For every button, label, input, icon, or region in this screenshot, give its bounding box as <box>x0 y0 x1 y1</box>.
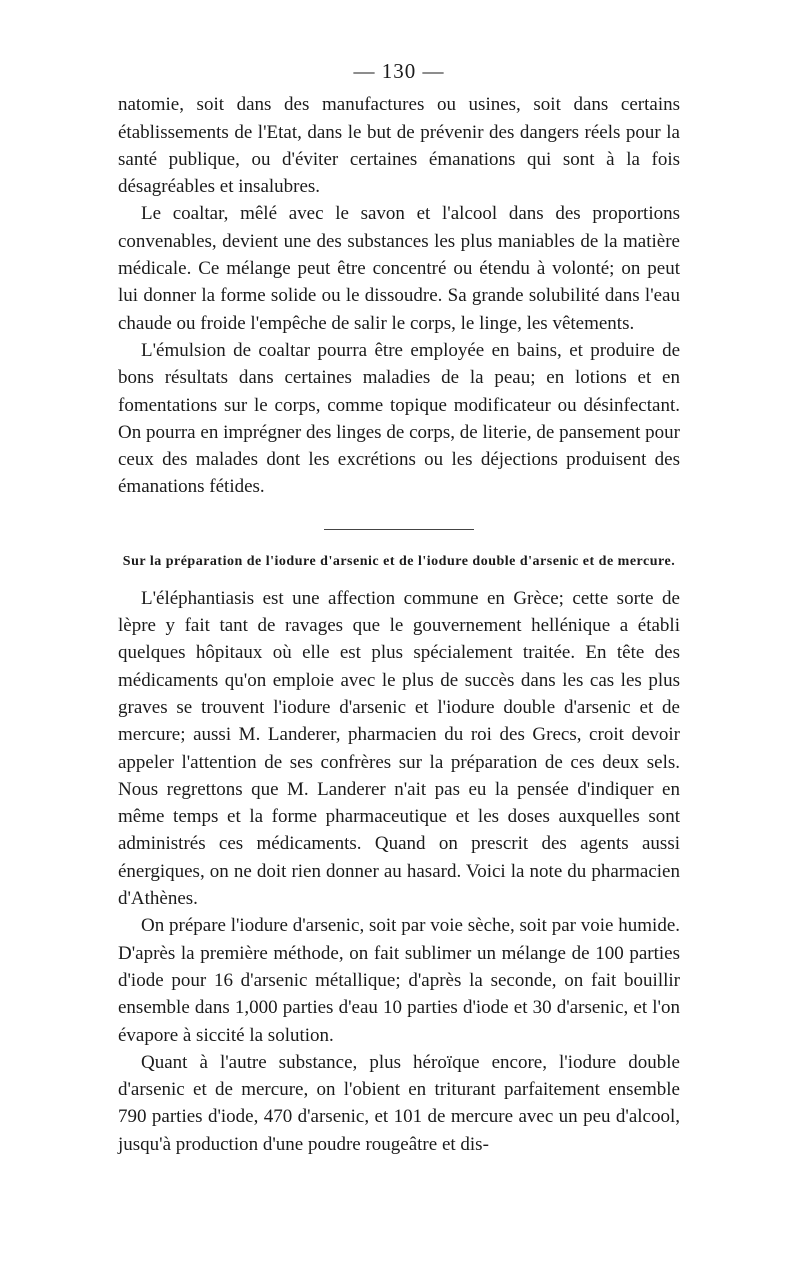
page-number: — 130 — <box>353 59 445 83</box>
page-body <box>118 58 680 1158</box>
section-heading: Sur la préparation de l'iodure d'arsenic et de l'iodure double d'arsenic et de mercure. <box>122 553 676 569</box>
paragraph-elephantiasis: L'éléphantiasis est une affection commune en Grèce; cette sorte de lèpre y fait tant de ravages que le gouvernement hellénique a établi quelques hôpitaux où elle est plus spécialement traitée. En tête des médicaments qu'on emploie avec le plus de succès dans les cas les plus graves se trouvent l'iodure d'arsenic et l'iodure double d'arsenic et de mercure; aussi M. Landerer, pharmacien du roi des Grecs, croit devoir appeler l'attention de ses confrères sur la préparation de ces deux sels. Nous regrettons que M. Landerer n'ait pas eu la pensée d'indiquer en même temps et la forme pharmaceutique et les doses auxquelles sont administrés ces médicaments. Quand on prescrit des agents aussi énergiques, on ne doit rien donner au hasard. Voici la note du pharmacien d'Athènes. <box>118 587 680 910</box>
paragraph-double-iodide: Quant à l'autre substance, plus héroïque encore, l'iodure double d'arsenic et de mercure, on l'obient en triturant parfaitement ensemble 790 parties d'iode, 470 d'arsenic, et 101 de mercure avec un peu d'alcool, jusqu'à production d'une poudre rougeâtre et dis- <box>118 1051 680 1155</box>
paragraph-continuation: natomie, soit dans des manufactures ou usines, soit dans certains établissements de l'Etat, dans le but de prévenir des dangers réels pour la santé publique, ou d'éviter certaines émanations qui sont à la fois désagréables et insalubres. <box>118 94 680 198</box>
paragraph-emulsion: L'émulsion de coaltar pourra être employée en bains, et produire de bons résultats dans certaines maladies de la peau; en lotions et en fomentations sur le corps, comme topique modificateur ou désinfectant. On pourra en imprégner des linges de corps, de literie, de pansement pour ceux des malades dont les excrétions ou les déjections produisent des émanations fétides. <box>118 339 680 498</box>
paragraph-coaltar: Le coaltar, mêlé avec le savon et l'alcool dans des proportions convenables, devient une des substances les plus maniables de la matière médicale. Ce mélange peut être concentré ou étendu à volonté; on peut lui donner la forme solide ou le dissoudre. Sa grande solubilité dans l'eau chaude ou froide l'empêche de salir le corps, le linge, les vêtements. <box>118 203 680 334</box>
section-divider <box>324 529 474 530</box>
paragraph-preparation: On prépare l'iodure d'arsenic, soit par voie sèche, soit par voie humide. D'après la première méthode, on fait sublimer un mélange de 100 parties d'iode pour 16 d'arsenic métallique; d'après la seconde, on fait bouillir ensemble dans 1,000 parties d'eau 10 parties d'iode et 30 d'arsenic, et l'on évapore à siccité la solution. <box>118 915 680 1046</box>
